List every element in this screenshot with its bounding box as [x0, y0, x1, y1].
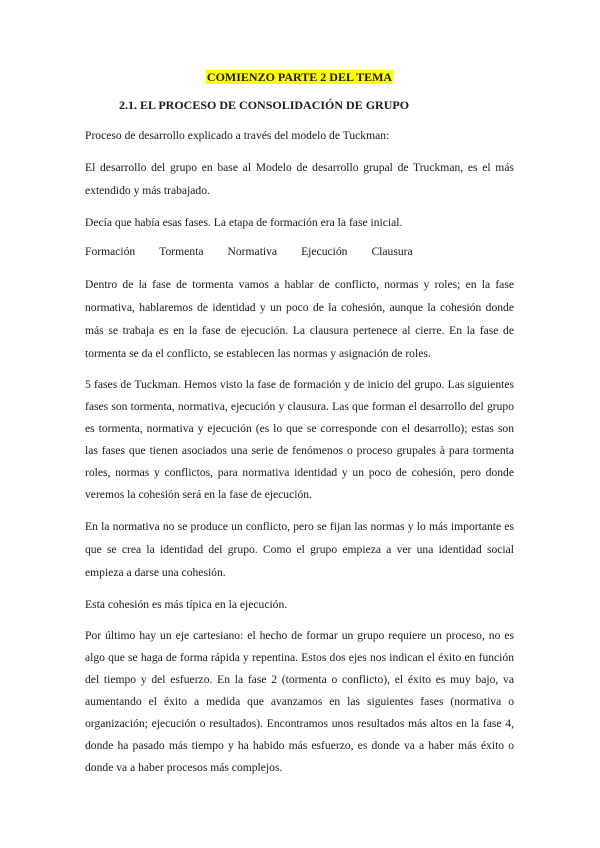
paragraph-cohesion: Esta cohesión es más típica en la ejecución.: [85, 598, 288, 611]
section-heading: 2.1. EL PROCESO DE CONSOLIDACIÓN DE GRUPO: [119, 98, 410, 112]
paragraph-tormenta: Dentro de la fase de tormenta vamos a hablar de conflicto, normas y roles; en la fase normativa, hablaremos de identidad y un poco de la cohesión, aunque la cohesión donde más se trabaja es en la fase de ejecución. La clausura pertenece al cierre. En la fase de tormenta se da el conflicto, se establecen las normas y asignación de roles.: [85, 278, 514, 360]
paragraph-normativa: En la normativa no se produce un conflicto, pero se fijan las normas y lo más importante es que se crea la identidad del grupo. Como el grupo empieza a ver una identidad social empieza a darse una cohesión.: [85, 520, 514, 579]
paragraph-five-phases: 5 fases de Tuckman. Hemos visto la fase de formación y de inicio del grupo. Las siguientes fases son tormenta, normativa, ejecución y clausura. Las que forman el desarrollo del grupo es tormenta, normativa y ejecución (es lo que se corresponde con el desarrollo); estas son las fases que tienen asociados una serie de fenómenos o proceso grupales à para tormenta roles, normas y conflictos, para normativa identidad y un poco de cohesión, pero donde veremos la cohesión será en la fase de ejecución.: [85, 378, 514, 501]
paragraph-model: El desarrollo del grupo en base al Modelo de desarrollo grupal de Truckman, es el más extendido y más trabajado.: [85, 161, 514, 197]
phase-item: Formación: [85, 245, 136, 258]
phase-item: Ejecución: [301, 245, 348, 258]
paragraph-intro: Proceso de desarrollo explicado a través del modelo de Tuckman:: [85, 129, 390, 142]
phase-list: [85, 243, 514, 261]
title-block: [85, 68, 514, 86]
document-page: [85, 68, 514, 788]
document-title: COMIENZO PARTE 2 DEL TEMA: [206, 70, 393, 84]
phase-item: Clausura: [371, 245, 413, 258]
phase-item: Normativa: [227, 245, 278, 258]
paragraph-cartesian-axis: Por último hay un eje cartesiano: el hecho de formar un grupo requiere un proceso, no es algo que se haga de forma rápida y repentina. Estos dos ejes nos indican el éxito en función del tiempo y del esfuerzo. En la fase 2 (tormenta o conflicto), el éxito es muy bajo, va aumentando el éxito a medida que avanzamos en las siguientes fases (normativa o organización; ejecución o resultados). Encontramos unos resultados más altos en la fase 4, donde ha pasado más tiempo y ha habido más esfuerzo, es donde va a haber más éxito o donde va a haber procesos más complejos.: [85, 629, 514, 774]
paragraph-phases-intro: Decía que había esas fases. La etapa de formación era la fase inicial.: [85, 216, 403, 229]
phase-item: Tormenta: [159, 245, 204, 258]
